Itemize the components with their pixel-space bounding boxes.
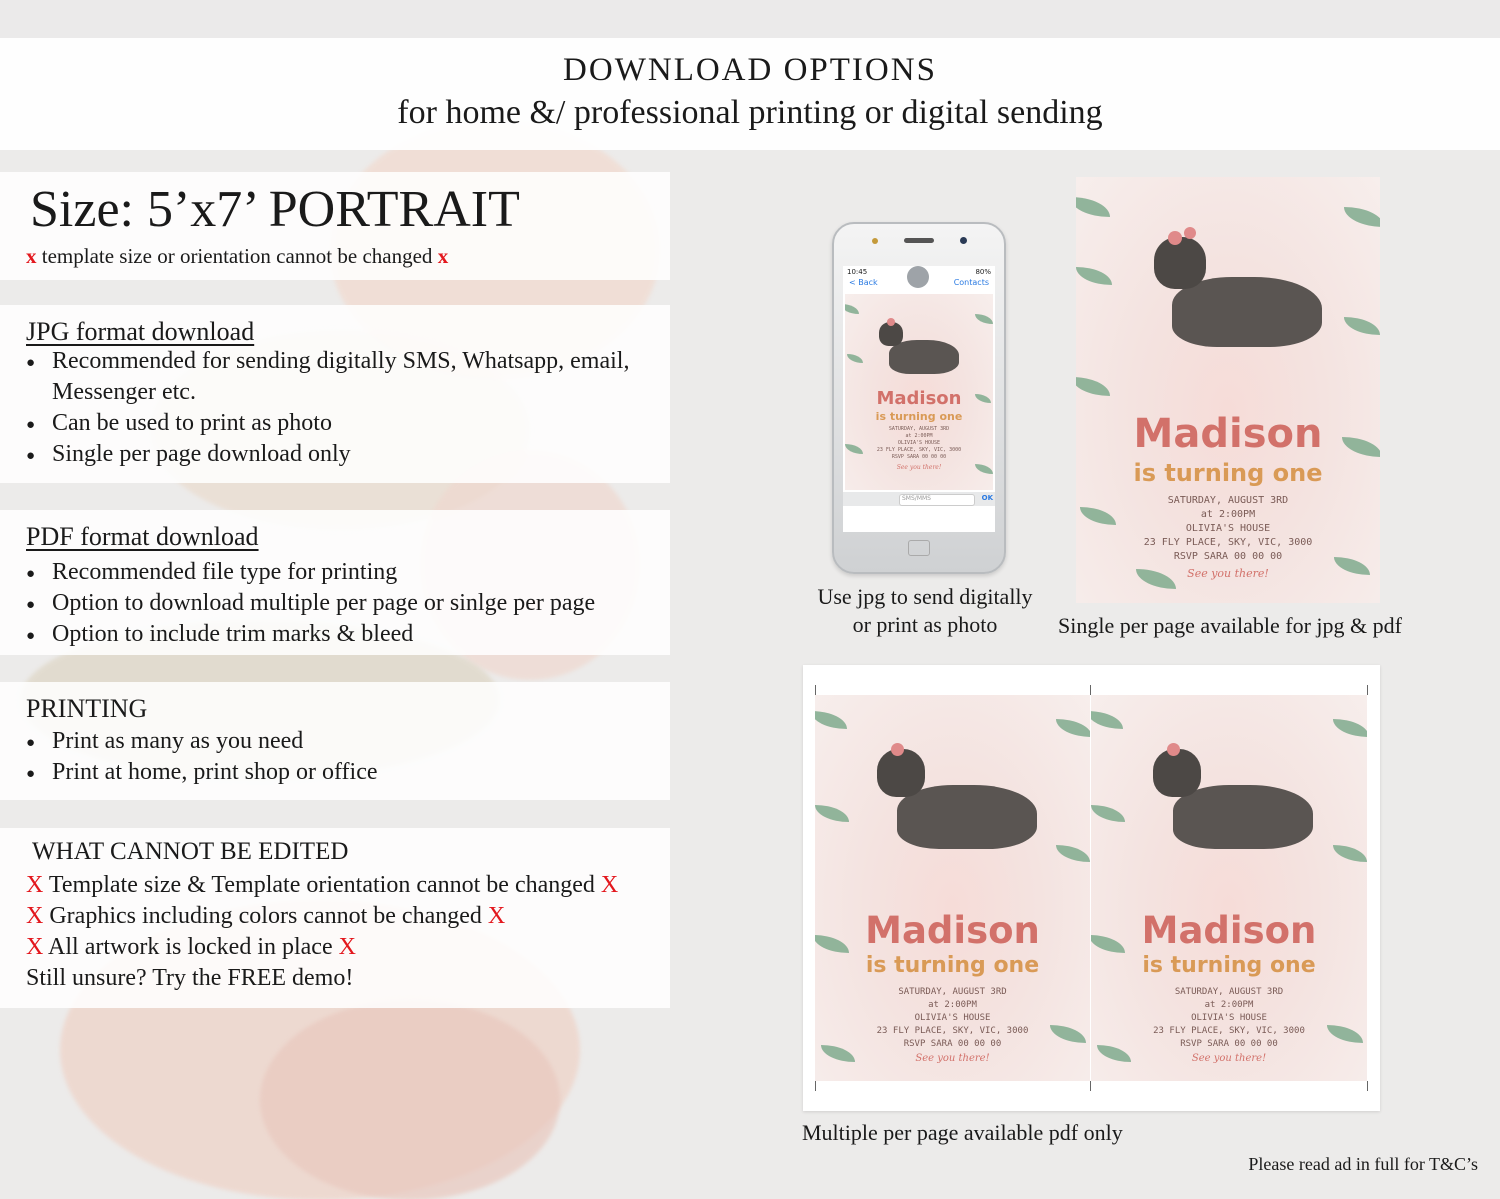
wolf-illustration — [889, 340, 959, 374]
trim-mark — [1090, 1081, 1091, 1091]
invite-name: Madison — [865, 909, 1040, 952]
list-item: ● Single per page download only — [26, 439, 676, 470]
home-button-icon[interactable] — [908, 540, 930, 556]
invite-detail: RSVP SARA 00 00 00 — [891, 454, 947, 460]
size-note-row — [26, 244, 448, 269]
single-invite-card — [1076, 177, 1380, 603]
contact-avatar-icon — [907, 266, 929, 288]
list-item: ● Can be used to print as photo — [26, 408, 676, 439]
pdf-panel — [0, 510, 670, 655]
single-caption: Single per page available for jpg & pdf — [1058, 613, 1402, 638]
x-mark: x — [26, 244, 37, 268]
edit-heading: WHAT CANNOT BE EDITED — [32, 838, 349, 865]
back-link[interactable]: < Back — [849, 278, 878, 287]
invite-see: See you there! — [896, 464, 942, 471]
trim-mark — [1367, 1081, 1368, 1091]
footer-note: Please read ad in full for T&C’s — [1248, 1154, 1478, 1174]
x-mark: x — [437, 244, 449, 268]
edit-line-text: Template size & Template orientation cannot be changed — [48, 872, 595, 898]
invite-detail: 23 FLY PLACE, SKY, VIC, 3000 — [1153, 1026, 1305, 1036]
printing-list — [26, 726, 676, 788]
edit-line — [26, 901, 676, 932]
phone-invite-card — [845, 294, 993, 490]
list-item-continuation: Messenger etc. — [52, 379, 196, 405]
invite-see: See you there! — [1187, 567, 1269, 580]
trim-mark — [815, 685, 816, 695]
edit-line — [26, 932, 676, 963]
send-button[interactable]: OK — [981, 494, 993, 502]
invite-subtitle: is turning one — [1133, 459, 1323, 487]
phone-time: 10:45 — [847, 268, 868, 276]
list-item: ● Print at home, print shop or office — [26, 757, 676, 788]
invite-subtitle: is turning one — [865, 953, 1040, 978]
multi-page-sheet — [803, 665, 1380, 1111]
x-mark: X — [26, 934, 44, 960]
wolf-illustration — [897, 785, 1037, 849]
size-panel — [0, 172, 670, 280]
list-item: ● Print as many as you need — [26, 726, 676, 757]
page-subtitle: for home &/ professional printing or digital sending — [397, 94, 1103, 131]
phone-caption-line: Use jpg to send digitally — [817, 584, 1033, 609]
invite-detail: at 2:00PM — [928, 1000, 977, 1010]
invite-detail: 23 FLY PLACE, SKY, VIC, 3000 — [876, 1026, 1029, 1036]
trim-mark — [1367, 685, 1368, 695]
x-mark: X — [487, 903, 506, 929]
phone-caption-line: or print as photo — [852, 612, 998, 637]
invite-detail: at 2:00PM — [905, 433, 933, 439]
page-title: DOWNLOAD OPTIONS — [563, 52, 937, 88]
x-mark: X — [338, 934, 356, 960]
x-mark: X — [600, 872, 619, 898]
x-mark: X — [26, 903, 44, 929]
invite-see: See you there! — [915, 1053, 990, 1064]
edit-line-text: Graphics including colors cannot be changed — [49, 903, 482, 929]
phone-battery: 80% — [975, 268, 991, 276]
phone-camera-icon — [960, 237, 967, 244]
pdf-heading: PDF format download — [26, 522, 259, 551]
list-item: ● Option to include trim marks & bleed — [26, 619, 676, 650]
phone-screen — [843, 266, 995, 532]
trim-mark — [815, 1081, 816, 1091]
invite-detail: 23 FLY PLACE, SKY, VIC, 3000 — [1143, 537, 1313, 548]
jpg-heading: JPG format download — [26, 317, 255, 346]
list-item: ● Recommended for sending digitally SMS, Whatsapp, email, — [26, 346, 676, 377]
invite-detail: at 2:00PM — [1204, 1000, 1254, 1010]
edit-list — [26, 870, 676, 994]
trim-mark — [1090, 685, 1091, 695]
invite-detail: SATURDAY, AUGUST 3RD — [898, 987, 1007, 997]
invite-subtitle: is turning one — [1142, 953, 1316, 978]
phone-mockup — [832, 222, 1006, 574]
jpg-panel — [0, 305, 670, 483]
printing-heading: PRINTING — [26, 694, 148, 723]
list-item: ● Option to download multiple per page or sinlge per page — [26, 588, 676, 619]
size-note: template size or orientation cannot be changed — [41, 244, 433, 268]
invite-subtitle: is turning one — [875, 410, 963, 423]
demo-line: Still unsure? Try the FREE demo! — [26, 965, 354, 991]
invite-detail: OLIVIA'S HOUSE — [897, 440, 941, 446]
pdf-list — [26, 557, 676, 650]
x-mark: X — [26, 872, 44, 898]
invite-see: See you there! — [1191, 1053, 1267, 1064]
edit-line — [26, 870, 676, 901]
invite-detail: 23 FLY PLACE, SKY, VIC, 3000 — [876, 447, 962, 453]
list-item: ● Recommended file type for printing — [26, 557, 676, 588]
invite-name: Madison — [1141, 909, 1317, 952]
invite-name: Madison — [876, 388, 962, 409]
invite-detail: SATURDAY, AUGUST 3RD — [1174, 987, 1284, 997]
multi-invite-card-2 — [1091, 695, 1367, 1081]
jpg-list — [26, 346, 676, 470]
wolf-illustration — [1172, 277, 1322, 347]
size-title: Size: 5’x7’ PORTRAIT — [30, 181, 520, 238]
invite-detail: OLIVIA'S HOUSE — [1191, 1013, 1267, 1023]
invite-detail: RSVP SARA 00 00 00 — [1173, 551, 1283, 562]
invite-detail: SATURDAY, AUGUST 3RD — [1167, 495, 1289, 506]
edit-panel — [0, 828, 670, 1008]
invite-name: Madison — [1133, 411, 1323, 457]
phone-speaker — [904, 238, 934, 243]
invite-detail: RSVP SARA 00 00 00 — [1180, 1039, 1278, 1049]
phone-sensor-icon — [872, 238, 878, 244]
message-bar — [843, 492, 995, 506]
invite-detail: SATURDAY, AUGUST 3RD — [888, 426, 950, 432]
phone-caption — [800, 584, 1050, 638]
invite-detail: OLIVIA'S HOUSE — [914, 1013, 991, 1023]
sms-input[interactable]: SMS/MMS — [899, 494, 975, 506]
top-strip — [0, 0, 1500, 38]
wolf-illustration — [1173, 785, 1313, 849]
invite-detail: at 2:00PM — [1200, 509, 1256, 520]
invite-detail: RSVP SARA 00 00 00 — [903, 1039, 1002, 1049]
multi-invite-card-1 — [815, 695, 1090, 1081]
header-banner — [0, 38, 1500, 150]
invite-detail: OLIVIA'S HOUSE — [1185, 523, 1271, 534]
contacts-link[interactable]: Contacts — [953, 278, 989, 287]
printing-panel — [0, 682, 670, 800]
multiple-caption: Multiple per page available pdf only — [802, 1120, 1123, 1145]
edit-line-text: All artwork is locked in place — [48, 934, 333, 960]
